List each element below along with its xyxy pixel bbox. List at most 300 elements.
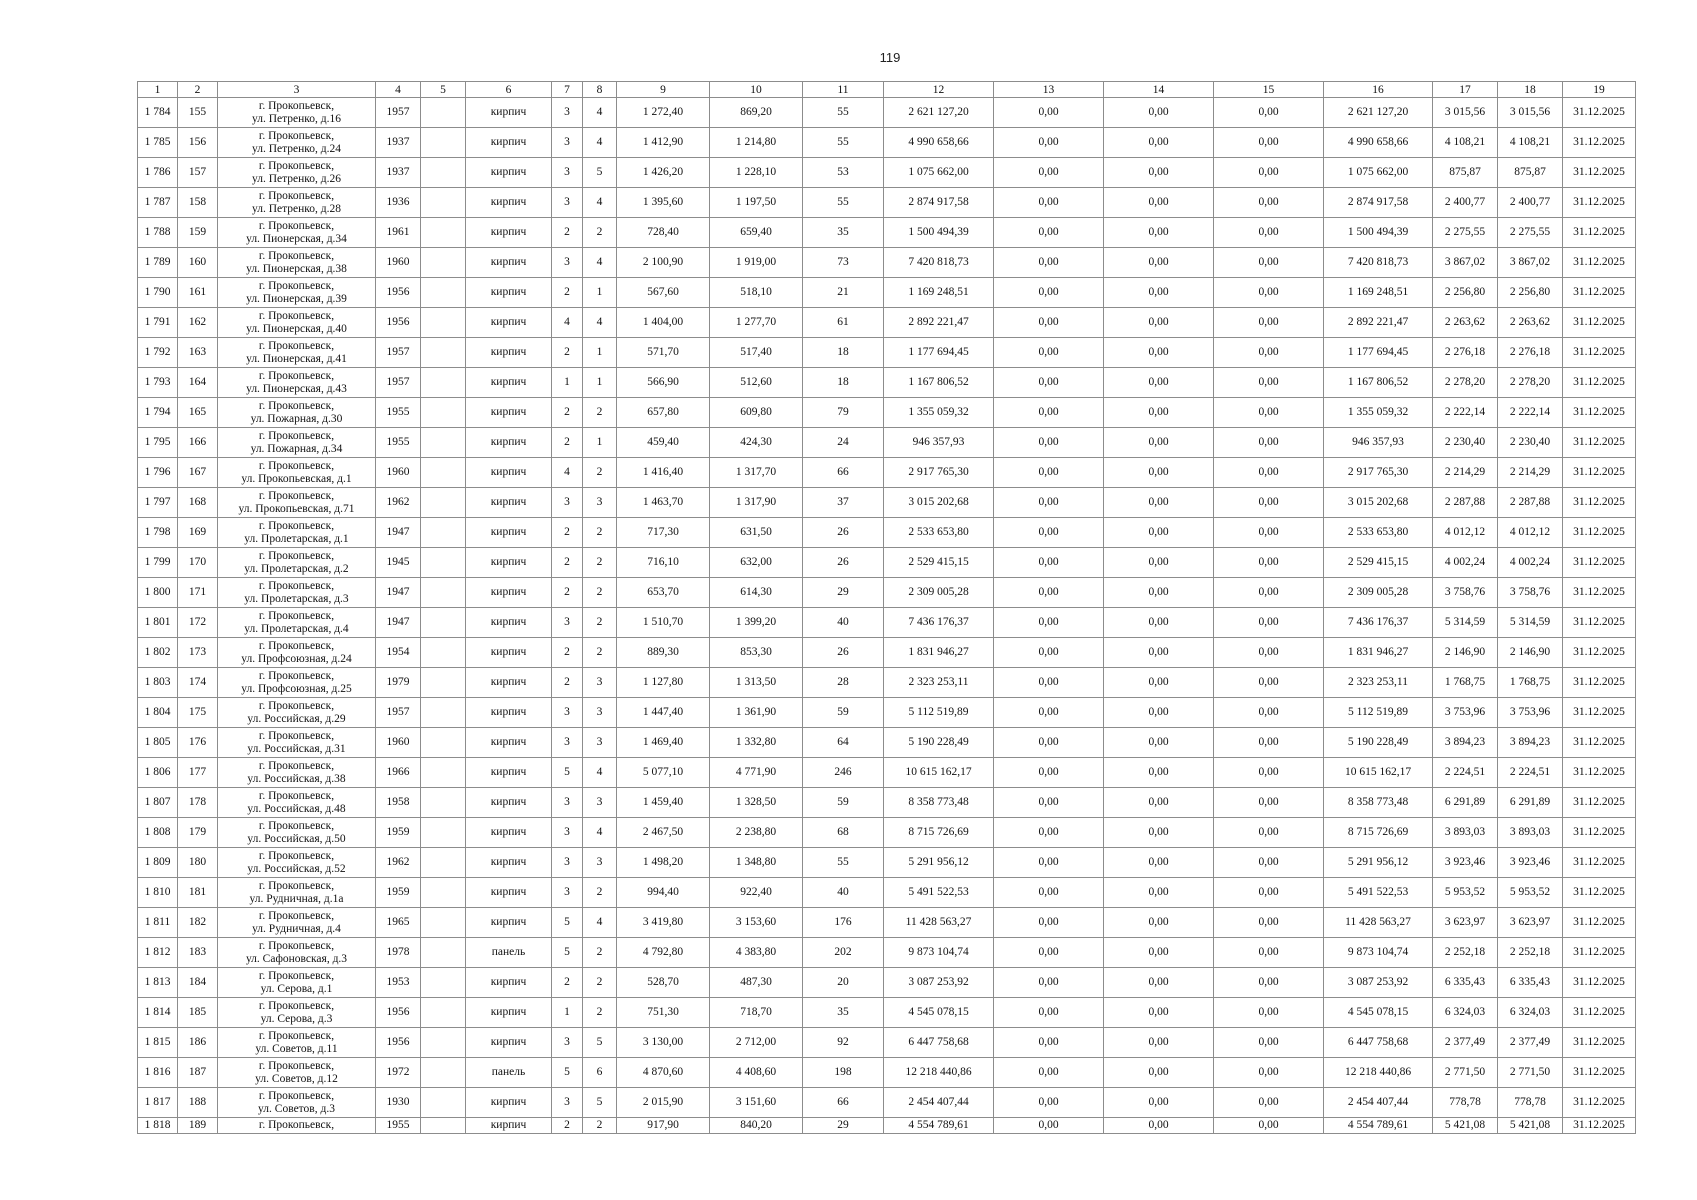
table-cell: 1 792 [138,338,178,368]
table-cell: 4 545 078,15 [1324,998,1433,1028]
table-cell: 2 [583,938,617,968]
table-cell: 2 276,18 [1498,338,1563,368]
table-cell: 1 332,80 [710,728,803,758]
table-header [138,82,1636,98]
table-cell: 2 [552,638,583,668]
table-cell: 571,70 [617,338,710,368]
address-cell [218,788,376,818]
table-cell: 40 [803,608,884,638]
table-cell: 0,00 [1104,848,1214,878]
table-cell: 6 447 758,68 [884,1028,994,1058]
column-header: 8 [583,82,617,98]
address-street: ул. Профсоюзная, д.24 [241,652,352,665]
table-cell: 659,40 [710,218,803,248]
table-cell: 4 870,60 [617,1058,710,1088]
address-cell [218,128,376,158]
table-cell: 1 809 [138,848,178,878]
table-cell: 4 [583,818,617,848]
table-cell: 0,00 [994,578,1104,608]
table-cell: 246 [803,758,884,788]
table-cell: 3 [552,158,583,188]
table-cell: 55 [803,128,884,158]
address-city: г. Прокопьевск, [258,489,335,502]
table-cell: кирпич [466,968,552,998]
table-row [138,908,1636,938]
table-cell: 4 990 658,66 [884,128,994,158]
table-cell: 31.12.2025 [1563,488,1636,518]
address-city: г. Прокопьевск, [258,999,335,1012]
table-cell: 1 785 [138,128,178,158]
column-number-row [138,82,1636,98]
table-cell: 0,00 [1104,458,1214,488]
table-cell: 1 803 [138,668,178,698]
address-street: ул. Пролетарская, д.4 [244,622,349,635]
table-cell: 31.12.2025 [1563,518,1636,548]
table-cell: 0,00 [994,158,1104,188]
table-cell: 2 400,77 [1433,188,1498,218]
table-cell: 875,87 [1433,158,1498,188]
table-cell: 0,00 [1104,338,1214,368]
table-cell: 18 [803,368,884,398]
address-street: ул. Пролетарская, д.1 [244,532,349,545]
table-cell: 0,00 [994,998,1104,1028]
table-cell: 61 [803,308,884,338]
table-cell: 0,00 [1214,578,1324,608]
table-cell: 0,00 [994,278,1104,308]
table-cell: 2 892 221,47 [884,308,994,338]
column-header: 14 [1104,82,1214,98]
table-cell [421,98,466,128]
table-cell: 1 459,40 [617,788,710,818]
table-row [138,1118,1636,1134]
table-cell: 853,30 [710,638,803,668]
table-cell: 4 990 658,66 [1324,128,1433,158]
table-cell: 176 [178,728,218,758]
table-cell: 1 793 [138,368,178,398]
address-city: г. Прокопьевск, [258,459,335,472]
table-cell: 0,00 [1214,548,1324,578]
address-cell [218,308,376,338]
table-cell: 2 874 917,58 [884,188,994,218]
table-cell: 1 818 [138,1118,178,1134]
table-row [138,938,1636,968]
address-street: ул. Сафоновская, д.3 [245,952,348,965]
table-cell [421,1028,466,1058]
table-cell: 1 789 [138,248,178,278]
table-cell: 5 491 522,53 [1324,878,1433,908]
table-cell: 2 263,62 [1433,308,1498,338]
column-header: 16 [1324,82,1433,98]
table-cell: 176 [803,908,884,938]
table-cell: 31.12.2025 [1563,908,1636,938]
table-cell: 1 197,50 [710,188,803,218]
table-cell: 0,00 [1214,908,1324,938]
table-cell: 0,00 [994,938,1104,968]
table-cell: 0,00 [1104,398,1214,428]
address-city: г. Прокопьевск, [258,99,335,112]
table-cell: 0,00 [1214,698,1324,728]
table-cell: 1957 [376,98,421,128]
table-cell [421,908,466,938]
table-row [138,428,1636,458]
table-cell: 5 314,59 [1433,608,1498,638]
table-cell: 3 623,97 [1433,908,1498,938]
address-street: ул. Петренко, д.16 [251,112,342,125]
table-cell: 3 894,23 [1433,728,1498,758]
table-cell: 1 228,10 [710,158,803,188]
table-cell: 2 [583,1118,617,1134]
table-cell: 1 272,40 [617,98,710,128]
table-cell: 31.12.2025 [1563,428,1636,458]
table-cell: 1947 [376,608,421,638]
table-cell: 728,40 [617,218,710,248]
table-cell: 4 [583,128,617,158]
table-cell: 0,00 [994,1088,1104,1118]
table-cell: 79 [803,398,884,428]
table-cell: 157 [178,158,218,188]
table-cell: 1 788 [138,218,178,248]
table-cell: 1 [583,278,617,308]
table-cell: 2 [552,218,583,248]
table-cell: 1 277,70 [710,308,803,338]
table-cell: 186 [178,1028,218,1058]
table-cell: 6 335,43 [1498,968,1563,998]
table-cell: 0,00 [1214,1088,1324,1118]
table-cell: 2 263,62 [1498,308,1563,338]
table-cell: 2 529 415,15 [884,548,994,578]
table-cell: 0,00 [1214,278,1324,308]
table-cell: 2 214,29 [1498,458,1563,488]
table-cell: 53 [803,158,884,188]
table-cell: 1 791 [138,308,178,338]
table-cell: 2 [552,398,583,428]
table-cell: 188 [178,1088,218,1118]
table-cell: кирпич [466,308,552,338]
table-cell [421,458,466,488]
address-cell [218,1118,376,1134]
table-cell: 7 420 818,73 [884,248,994,278]
table-cell: 0,00 [1104,98,1214,128]
table-cell: 1 790 [138,278,178,308]
table-cell: 1965 [376,908,421,938]
table-cell: 3 087 253,92 [1324,968,1433,998]
table-cell: 1937 [376,128,421,158]
table-cell: 1 510,70 [617,608,710,638]
table-cell: 3 [552,1088,583,1118]
table-row [138,698,1636,728]
table-cell: 0,00 [1214,518,1324,548]
table-cell: 26 [803,548,884,578]
table-cell: 1 808 [138,818,178,848]
table-cell: 174 [178,668,218,698]
table-cell: 2 252,18 [1498,938,1563,968]
table-cell [421,368,466,398]
table-cell: 1954 [376,638,421,668]
column-header: 11 [803,82,884,98]
table-cell: 31.12.2025 [1563,1118,1636,1134]
table-row [138,128,1636,158]
table-cell: 0,00 [994,218,1104,248]
table-cell: 31.12.2025 [1563,338,1636,368]
table-cell: 1 075 662,00 [1324,158,1433,188]
address-cell [218,578,376,608]
table-cell: 2 015,90 [617,1088,710,1118]
table-cell: 1 [552,998,583,1028]
page-number: 119 [879,50,901,65]
table-cell: 2 287,88 [1498,488,1563,518]
table-cell: 5 421,08 [1498,1118,1563,1134]
address-cell [218,188,376,218]
table-cell: 4 [583,908,617,938]
table-cell: 1 805 [138,728,178,758]
table-row [138,788,1636,818]
address-street: ул. Пролетарская, д.2 [244,562,349,575]
table-cell: 2 377,49 [1433,1028,1498,1058]
table-cell: 0,00 [1104,908,1214,938]
table-cell: 994,40 [617,878,710,908]
address-street: ул. Серова, д.1 [260,982,333,995]
table-cell: 1962 [376,848,421,878]
address-street: ул. Рудничная, д.1а [249,892,344,905]
address-city: г. Прокопьевск, [258,819,335,832]
table-cell: 2 400,77 [1498,188,1563,218]
table-cell: 156 [178,128,218,158]
address-street: ул. Пионерская, д.41 [246,352,347,365]
address-city: г. Прокопьевск, [258,129,335,142]
table-cell [421,218,466,248]
table-cell: 178 [178,788,218,818]
table-cell: 4 [583,248,617,278]
table-cell: 0,00 [994,548,1104,578]
table-cell: 0,00 [1104,158,1214,188]
address-cell [218,908,376,938]
table-cell: 59 [803,698,884,728]
address-cell [218,248,376,278]
table-cell: 2 222,14 [1498,398,1563,428]
table-cell: 0,00 [1214,998,1324,1028]
address-cell [218,878,376,908]
table-cell: панель [466,1058,552,1088]
table-cell: 4 012,12 [1433,518,1498,548]
table-cell: 632,00 [710,548,803,578]
table-cell: 1 361,90 [710,698,803,728]
table-cell: 889,30 [617,638,710,668]
table-cell: 1 806 [138,758,178,788]
table-cell: 2 287,88 [1433,488,1498,518]
column-header: 19 [1563,82,1636,98]
table-cell: 2 771,50 [1498,1058,1563,1088]
table-cell: 718,70 [710,998,803,1028]
table-cell [421,518,466,548]
table-cell [421,818,466,848]
table-cell: кирпич [466,668,552,698]
table-cell: 31.12.2025 [1563,548,1636,578]
table-cell: 0,00 [1214,98,1324,128]
column-header: 12 [884,82,994,98]
table-cell: 2 [583,398,617,428]
column-header: 18 [1498,82,1563,98]
table-cell: 0,00 [994,698,1104,728]
table-cell: 35 [803,218,884,248]
table-cell: 512,60 [710,368,803,398]
table-cell: 1 469,40 [617,728,710,758]
table-cell: 4 408,60 [710,1058,803,1088]
table-cell: 187 [178,1058,218,1088]
table-cell: кирпич [466,788,552,818]
address-city: г. Прокопьевск, [258,609,335,622]
table-row [138,878,1636,908]
address-cell [218,848,376,878]
address-street: ул. Российская, д.50 [247,832,346,845]
table-row [138,218,1636,248]
table-cell: 7 436 176,37 [1324,608,1433,638]
column-header: 5 [421,82,466,98]
table-cell: 2 [552,338,583,368]
address-cell [218,608,376,638]
table-cell: 0,00 [1214,938,1324,968]
address-cell [218,338,376,368]
table-cell [421,428,466,458]
table-cell: 2 [552,428,583,458]
table-cell: кирпич [466,818,552,848]
address-street: ул. Советов, д.3 [258,1102,335,1115]
table-cell: 31.12.2025 [1563,98,1636,128]
table-cell [421,248,466,278]
table-cell: 31.12.2025 [1563,578,1636,608]
table-cell: 184 [178,968,218,998]
address-street: ул. Российская, д.29 [247,712,346,725]
table-cell: 1 404,00 [617,308,710,338]
table-cell: 31.12.2025 [1563,968,1636,998]
table-cell: 0,00 [1104,518,1214,548]
table-cell: 180 [178,848,218,878]
table-cell: 2 [583,578,617,608]
table-cell: 2 [583,218,617,248]
table-cell: 3 [583,728,617,758]
table-cell: 29 [803,1118,884,1134]
table-cell: 1959 [376,878,421,908]
table-cell: 5 190 228,49 [884,728,994,758]
table-cell: 31.12.2025 [1563,368,1636,398]
table-cell: кирпич [466,248,552,278]
table-cell: 657,80 [617,398,710,428]
table-cell: 0,00 [1214,128,1324,158]
address-cell [218,428,376,458]
table-cell: 3 015,56 [1498,98,1563,128]
table-cell: 0,00 [994,398,1104,428]
table-cell: 0,00 [1104,608,1214,638]
table-cell: 2 224,51 [1433,758,1498,788]
address-city: г. Прокопьевск, [258,429,335,442]
table-cell: 165 [178,398,218,428]
table-cell: 0,00 [1214,458,1324,488]
table-cell: 3 893,03 [1498,818,1563,848]
table-cell: 4 383,80 [710,938,803,968]
table-cell: 2 874 917,58 [1324,188,1433,218]
table-cell: 6 447 758,68 [1324,1028,1433,1058]
address-cell [218,938,376,968]
address-cell [218,728,376,758]
table-cell: 922,40 [710,878,803,908]
table-cell: 20 [803,968,884,998]
address-street: ул. Прокопьевская, д.71 [238,502,355,515]
table-cell [421,548,466,578]
address-street: ул. Пионерская, д.43 [246,382,347,395]
table-row [138,638,1636,668]
address-street: ул. Пожарная, д.34 [250,442,343,455]
address-cell [218,398,376,428]
table-cell: 0,00 [1214,968,1324,998]
table-cell: 9 873 104,74 [884,938,994,968]
address-cell [218,1058,376,1088]
table-cell: 0,00 [994,1058,1104,1088]
table-cell: 31.12.2025 [1563,998,1636,1028]
table-cell: 0,00 [1104,218,1214,248]
table-cell: 31.12.2025 [1563,458,1636,488]
table-cell: 946 357,93 [1324,428,1433,458]
table-cell: 55 [803,188,884,218]
table-cell: 3 015 202,68 [884,488,994,518]
address-cell [218,758,376,788]
table-cell: 0,00 [1104,638,1214,668]
table-cell: 5 [583,158,617,188]
table-cell: 164 [178,368,218,398]
table-cell: 0,00 [994,188,1104,218]
address-cell [218,548,376,578]
table-cell: 528,70 [617,968,710,998]
table-cell: 0,00 [994,878,1104,908]
table-cell: 31.12.2025 [1563,188,1636,218]
table-row [138,608,1636,638]
table-cell: 1 802 [138,638,178,668]
table-cell: 0,00 [1104,128,1214,158]
column-header: 7 [552,82,583,98]
column-header: 13 [994,82,1104,98]
table-cell: 1 794 [138,398,178,428]
table-cell: 12 218 440,86 [1324,1058,1433,1088]
table-cell: 717,30 [617,518,710,548]
address-city: г. Прокопьевск, [258,579,335,592]
table-row [138,1088,1636,1118]
table-cell: 1956 [376,308,421,338]
table-cell: 2 621 127,20 [884,98,994,128]
address-cell [218,368,376,398]
table-cell: 66 [803,1088,884,1118]
housing-register-table [137,81,1636,1134]
table-cell: 160 [178,248,218,278]
table-cell: 2 256,80 [1433,278,1498,308]
table-cell: 5 [583,1088,617,1118]
table-cell: 0,00 [1104,1088,1214,1118]
table-cell: 3 753,96 [1498,698,1563,728]
table-cell [421,1058,466,1088]
table-cell: 5 421,08 [1433,1118,1498,1134]
table-cell: 11 428 563,27 [1324,908,1433,938]
table-cell: 0,00 [1104,428,1214,458]
table-cell: 2 222,14 [1433,398,1498,428]
address-city: г. Прокопьевск, [258,1059,335,1072]
table-cell: 3 867,02 [1498,248,1563,278]
table-cell: 4 108,21 [1498,128,1563,158]
table-cell: 517,40 [710,338,803,368]
table-cell: 0,00 [1104,1118,1214,1134]
table-cell: 66 [803,458,884,488]
table-row [138,518,1636,548]
address-city: г. Прокопьевск, [258,639,335,652]
table-row [138,548,1636,578]
table-cell: 1 784 [138,98,178,128]
table-cell: 3 [552,488,583,518]
